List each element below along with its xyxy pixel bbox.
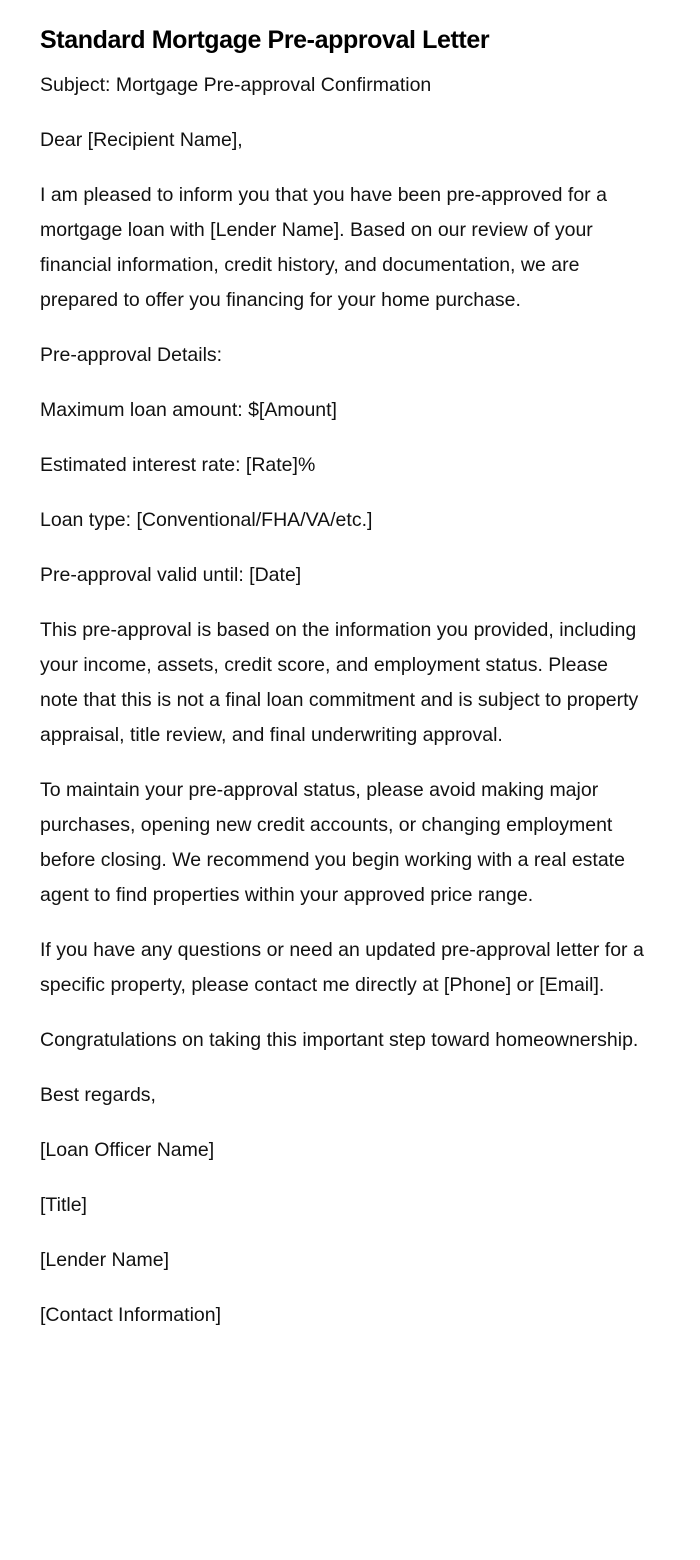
signature-contact: [Contact Information] bbox=[40, 1304, 222, 1326]
signature-name: [Loan Officer Name] bbox=[40, 1139, 215, 1161]
page-title: Standard Mortgage Pre-approval Letter bbox=[40, 26, 490, 54]
detail-loan-amount: Maximum loan amount: $[Amount] bbox=[40, 399, 337, 421]
congratulations-paragraph: Congratulations on taking this important step toward homeownership. bbox=[40, 1029, 639, 1051]
detail-loan-type: Loan type: [Conventional/FHA/VA/etc.] bbox=[40, 509, 373, 531]
detail-interest-rate: Estimated interest rate: [Rate]% bbox=[40, 454, 316, 476]
signature-lender: [Lender Name] bbox=[40, 1249, 169, 1271]
advice-paragraph: To maintain your pre-approval status, please avoid making major purchases, opening new credit accounts, or changing employment before closing. We recommend you begin working with a real estate agent to find properties within your approved price range. bbox=[40, 779, 625, 906]
subject-line: Subject: Mortgage Pre-approval Confirmation bbox=[40, 74, 432, 96]
contact-paragraph: If you have any questions or need an updated pre-approval letter for a specific property, please contact me directly at [Phone] or [Email]. bbox=[40, 939, 644, 996]
intro-paragraph: I am pleased to inform you that you have been pre-approved for a mortgage loan with [Lender Name]. Based on our review of your financial information, credit history, and documentation, we are prepared to offer you financing for your home purchase. bbox=[40, 184, 607, 311]
detail-valid-until: Pre-approval valid until: [Date] bbox=[40, 564, 302, 586]
salutation: Dear [Recipient Name], bbox=[40, 129, 243, 151]
closing: Best regards, bbox=[40, 1084, 156, 1106]
details-heading: Pre-approval Details: bbox=[40, 344, 223, 366]
conditions-paragraph: This pre-approval is based on the information you provided, including your income, assets, credit score, and employment status. Please note that this is not a final loan commitment and is subject to property appraisal, title review, and final underwriting approval. bbox=[40, 619, 639, 746]
signature-title: [Title] bbox=[40, 1194, 87, 1216]
